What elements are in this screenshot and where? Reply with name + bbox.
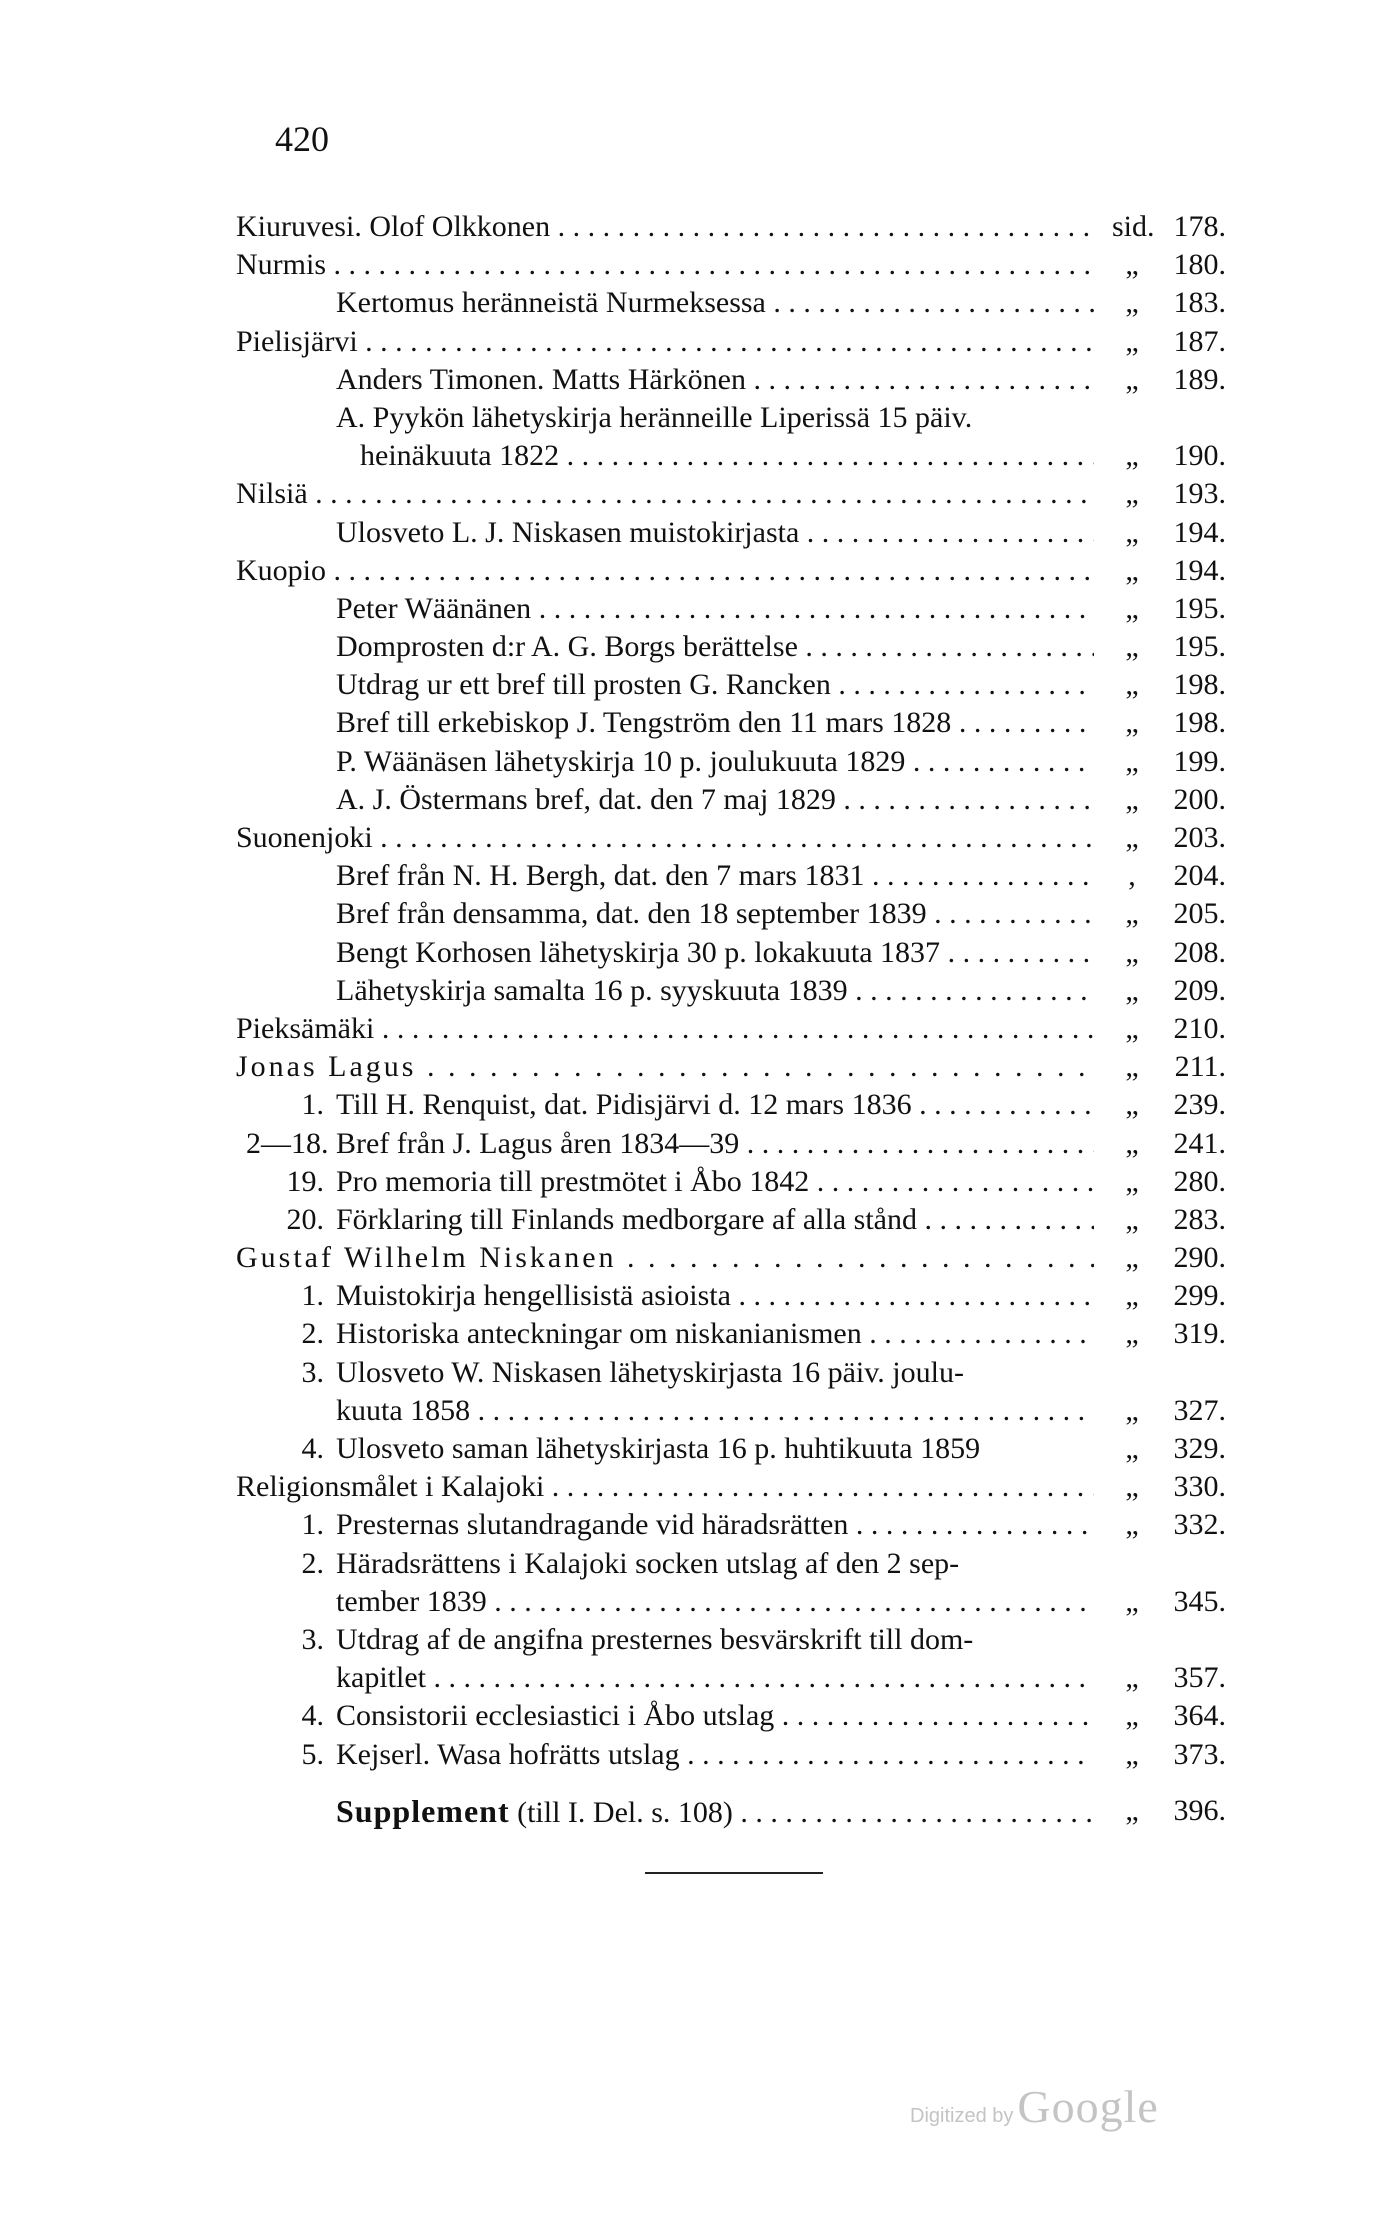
entry-number: 4. xyxy=(301,1699,324,1733)
toc-entry xyxy=(236,323,1226,361)
entry-title: heinäkuuta 1822 . . . xyxy=(360,437,1094,475)
ditto-mark: „ xyxy=(1125,1393,1139,1427)
ditto-mark: „ xyxy=(1125,1737,1139,1771)
entry-title: kuuta 1858 . . . xyxy=(336,1392,1094,1430)
ditto-mark: „ xyxy=(1125,706,1139,740)
toc-entry xyxy=(236,1659,1226,1697)
supplement-label xyxy=(336,1792,1094,1832)
toc-entry xyxy=(236,743,1226,781)
toc-entry xyxy=(236,1621,1226,1659)
entry-number: 2—18. xyxy=(246,1126,329,1160)
page-ref: 329. xyxy=(1173,1432,1226,1465)
table-of-contents xyxy=(236,208,1226,1830)
toc-entry xyxy=(236,475,1226,513)
ditto-mark: „ xyxy=(1125,630,1139,664)
entry-title: Lähetyskirja samalta 16 p. syyskuuta 1839 . . . xyxy=(336,972,1094,1010)
ditto-mark: „ xyxy=(1125,1470,1139,1504)
page-ref: 319. xyxy=(1173,1317,1226,1351)
entry-title: Muistokirja hengellisistä asioista . . . xyxy=(336,1277,1094,1315)
page-ref: 208. xyxy=(1173,935,1226,969)
ditto-mark: „ xyxy=(1125,515,1139,549)
entry-title: Presternas slutandragande vid häradsrätten . . . xyxy=(336,1506,1094,1544)
toc-entry xyxy=(236,1506,1226,1544)
toc-entry xyxy=(236,819,1226,857)
entry-title: Ulosveto L. J. Niskasen muistokirjasta . . . xyxy=(336,514,1094,552)
page-ref: 199. xyxy=(1173,744,1226,778)
entry-number: 3. xyxy=(301,1355,324,1389)
entry-title: Nurmis . . . xyxy=(236,246,1094,284)
ditto-mark: „ xyxy=(1125,1279,1139,1313)
entry-title: Kertomus heränneistä Nurmeksessa . . . xyxy=(336,284,1094,322)
toc-entry xyxy=(236,590,1226,628)
toc-entry xyxy=(236,1010,1226,1048)
entry-title: Pielisjärvi . . . xyxy=(236,323,1094,361)
toc-entry xyxy=(236,514,1226,552)
entry-number: 1. xyxy=(301,1088,324,1122)
page-ref: 200. xyxy=(1173,782,1226,816)
google-watermark xyxy=(910,2080,1200,2140)
entry-title: Gustaf Wilhelm Niskanen . . . xyxy=(236,1239,1094,1277)
page-ref: 209. xyxy=(1173,973,1226,1007)
toc-entry xyxy=(236,552,1226,590)
ditto-mark: „ xyxy=(1125,1699,1139,1733)
entry-title: Bref från densamma, dat. den 18 september 1839 . . . xyxy=(336,895,1094,933)
page-ref: 373. xyxy=(1173,1737,1226,1771)
entry-title: Bengt Korhosen lähetyskirja 30 p. lokakuuta 1837 . . . xyxy=(336,934,1094,972)
toc-entry xyxy=(236,399,1226,437)
ditto-mark: „ xyxy=(1125,1432,1139,1465)
toc-entry xyxy=(236,781,1226,819)
ditto-mark: , xyxy=(1128,859,1136,893)
entry-title: Suonenjoki . . . xyxy=(236,819,1094,857)
ditto-mark: „ xyxy=(1125,1508,1139,1542)
ditto-mark: sid. xyxy=(1112,210,1155,243)
entry-title: Till H. Renquist, dat. Pidisjärvi d. 12 mars 1836 . . . xyxy=(336,1086,1094,1124)
entry-title: Historiska anteckningar om niskanianismen . . . xyxy=(336,1315,1094,1353)
page-ref: 364. xyxy=(1173,1699,1226,1733)
toc-entry xyxy=(236,934,1226,972)
entry-title: Pro memoria till prestmötet i Åbo 1842 . . . xyxy=(336,1163,1094,1201)
page-ref: 198. xyxy=(1173,706,1226,740)
toc-entry xyxy=(236,1468,1226,1506)
page-number: 420 xyxy=(275,119,329,159)
ditto-mark: „ xyxy=(1125,668,1139,702)
toc-gap xyxy=(236,1774,1226,1792)
toc-entry xyxy=(236,1239,1226,1277)
entry-title: Consistorii ecclesiastici i Åbo utslag . . . xyxy=(336,1697,1094,1735)
ditto-mark: „ xyxy=(1125,1661,1139,1695)
page-ref: 203. xyxy=(1173,821,1226,854)
page-ref: 178. xyxy=(1173,210,1226,243)
ditto-mark: „ xyxy=(1125,591,1139,625)
entry-title: Utdrag ur ett bref till prosten G. Rancken . . . xyxy=(336,666,1094,704)
watermark-google-logo: Google xyxy=(1017,2081,1159,2132)
page-ref: 195. xyxy=(1173,630,1226,664)
toc-entry xyxy=(236,1125,1226,1163)
toc-entry xyxy=(236,1277,1226,1315)
page-ref: 194. xyxy=(1173,553,1226,587)
toc-entry xyxy=(236,1048,1226,1086)
end-rule xyxy=(645,1872,823,1874)
entry-title: Förklaring till Finlands medborgare af alla stånd . . . xyxy=(336,1201,1094,1239)
entry-title: Bref från J. Lagus åren 1834—39 . . . xyxy=(336,1125,1094,1163)
toc-entry xyxy=(236,361,1226,399)
ditto-mark: „ xyxy=(1125,821,1139,854)
page-ref: 280. xyxy=(1173,1164,1226,1198)
ditto-mark: „ xyxy=(1125,324,1139,358)
ditto-mark: „ xyxy=(1125,1164,1139,1198)
toc-entry xyxy=(236,1315,1226,1353)
toc-entry xyxy=(236,1430,1226,1468)
page-ref: 330. xyxy=(1173,1470,1226,1504)
entry-number: 1. xyxy=(301,1508,324,1542)
ditto-mark: „ xyxy=(1125,439,1139,473)
toc-entry xyxy=(236,895,1226,933)
page-ref: 211. xyxy=(1174,1050,1226,1084)
toc-entry xyxy=(236,1697,1226,1735)
ditto-mark: „ xyxy=(1125,897,1139,931)
toc-entry xyxy=(236,208,1226,246)
entry-title: Häradsrättens i Kalajoki socken utslag af den 2 sep- xyxy=(336,1546,960,1580)
page-ref: 204. xyxy=(1173,859,1226,893)
entry-title: Religionsmålet i Kalajoki . . . xyxy=(236,1468,1094,1506)
toc-entry xyxy=(236,284,1226,322)
entry-title: A. J. Östermans bref, dat. den 7 maj 1829 . . . xyxy=(336,781,1094,819)
entry-title: Bref från N. H. Bergh, dat. den 7 mars 1831 . . . xyxy=(336,857,1094,895)
toc-entry xyxy=(236,857,1226,895)
page-ref: 357. xyxy=(1173,1661,1226,1695)
entry-title: Nilsiä . . . xyxy=(236,475,1094,513)
toc-entry xyxy=(236,1545,1226,1583)
entry-title: Domprosten d:r A. G. Borgs berättelse . . . xyxy=(336,628,1094,666)
toc-entry xyxy=(236,1163,1226,1201)
page-ref: 299. xyxy=(1173,1279,1226,1313)
entry-title: P. Wäänäsen lähetyskirja 10 p. joulukuuta 1829 . . . xyxy=(336,743,1094,781)
page-ref: 327. xyxy=(1173,1393,1226,1427)
entry-number: 19. xyxy=(286,1164,324,1198)
ditto-mark: „ xyxy=(1125,1793,1139,1827)
supplement-entry xyxy=(236,1792,1226,1830)
page-ref: 180. xyxy=(1173,248,1226,282)
entry-title: A. Pyykön lähetyskirja heränneille Liperissä 15 päiv. xyxy=(336,400,973,434)
toc-entry xyxy=(236,1086,1226,1124)
page-ref: 198. xyxy=(1173,668,1226,702)
entry-number: 5. xyxy=(301,1737,324,1771)
ditto-mark: „ xyxy=(1125,1126,1139,1160)
ditto-mark: „ xyxy=(1125,1011,1139,1045)
entry-number: 2. xyxy=(301,1317,324,1351)
toc-entry xyxy=(236,1201,1226,1239)
page-ref: 283. xyxy=(1173,1202,1226,1236)
entry-title: Utdrag af de angifna presternes besvärskrift till dom- xyxy=(336,1622,974,1656)
ditto-mark: „ xyxy=(1125,553,1139,587)
toc-entry xyxy=(236,1736,1226,1774)
ditto-mark: „ xyxy=(1125,935,1139,969)
entry-title: Kiuruvesi. Olof Olkkonen . . . xyxy=(236,208,1094,246)
ditto-mark: „ xyxy=(1125,1584,1139,1618)
entry-number: 2. xyxy=(301,1546,324,1580)
page-ref: 396. xyxy=(1173,1793,1226,1827)
toc-entry xyxy=(236,246,1226,284)
entry-title: tember 1839 . . . xyxy=(336,1583,1094,1621)
toc-entry xyxy=(236,1583,1226,1621)
toc-entry xyxy=(236,704,1226,742)
toc-entry xyxy=(236,1392,1226,1430)
entry-title: Peter Wäänänen . . . xyxy=(336,590,1094,628)
ditto-mark: „ xyxy=(1125,286,1139,320)
supplement-note: (till I. Del. s. 108) xyxy=(517,1795,733,1829)
page-ref: 290. xyxy=(1173,1241,1226,1275)
toc-entry xyxy=(236,437,1226,475)
toc-entry xyxy=(236,628,1226,666)
ditto-mark: „ xyxy=(1125,782,1139,816)
watermark-digitized-text: Digitized by xyxy=(910,2105,1014,2127)
toc-entry xyxy=(236,1354,1226,1392)
page-ref: 189. xyxy=(1173,362,1226,396)
supplement-title: Supplement xyxy=(336,1792,510,1829)
page-ref: 183. xyxy=(1173,286,1226,320)
page-ref: 195. xyxy=(1173,591,1226,625)
entry-title: Jonas Lagus . . . xyxy=(236,1048,1094,1086)
ditto-mark: „ xyxy=(1125,362,1139,396)
entry-title: Kuopio . . . xyxy=(236,552,1094,590)
entry-title: Bref till erkebiskop J. Tengström den 11 mars 1828 . . . xyxy=(336,704,1094,742)
page-ref: 194. xyxy=(1173,515,1226,549)
entry-title: Pieksämäki . . . xyxy=(236,1010,1094,1048)
entry-title: Anders Timonen. Matts Härkönen . . . xyxy=(336,361,1094,399)
entry-number: 3. xyxy=(301,1622,324,1656)
page-ref: 210. xyxy=(1173,1011,1226,1045)
entry-number: 4. xyxy=(301,1432,324,1465)
toc-entry xyxy=(236,972,1226,1010)
entry-title: kapitlet . . . xyxy=(336,1659,1094,1697)
entry-number: 1. xyxy=(301,1279,324,1313)
page-ref: 205. xyxy=(1173,897,1226,931)
ditto-mark: „ xyxy=(1125,1241,1139,1275)
page-ref: 187. xyxy=(1173,324,1226,358)
entry-title: Kejserl. Wasa hofrätts utslag . . . xyxy=(336,1736,1094,1774)
ditto-mark: „ xyxy=(1125,248,1139,282)
page-ref: 239. xyxy=(1173,1088,1226,1122)
ditto-mark: „ xyxy=(1125,1202,1139,1236)
toc-entry xyxy=(236,666,1226,704)
entry-number: 20. xyxy=(286,1202,324,1236)
page-ref: 241. xyxy=(1173,1126,1226,1160)
ditto-mark: „ xyxy=(1125,973,1139,1007)
ditto-mark: „ xyxy=(1125,477,1139,511)
page-ref: 345. xyxy=(1173,1584,1226,1618)
ditto-mark: „ xyxy=(1125,1088,1139,1122)
ditto-mark: „ xyxy=(1125,1317,1139,1351)
ditto-mark: „ xyxy=(1125,744,1139,778)
entry-title: Ulosveto W. Niskasen lähetyskirjasta 16 päiv. joulu- xyxy=(336,1355,964,1389)
page-ref: 332. xyxy=(1173,1508,1226,1542)
page-ref: 190. xyxy=(1173,439,1226,473)
entry-title: Ulosveto saman lähetyskirjasta 16 p. huhtikuuta 1859 xyxy=(336,1432,981,1465)
ditto-mark: „ xyxy=(1125,1050,1139,1084)
page-ref: 193. xyxy=(1173,477,1226,511)
